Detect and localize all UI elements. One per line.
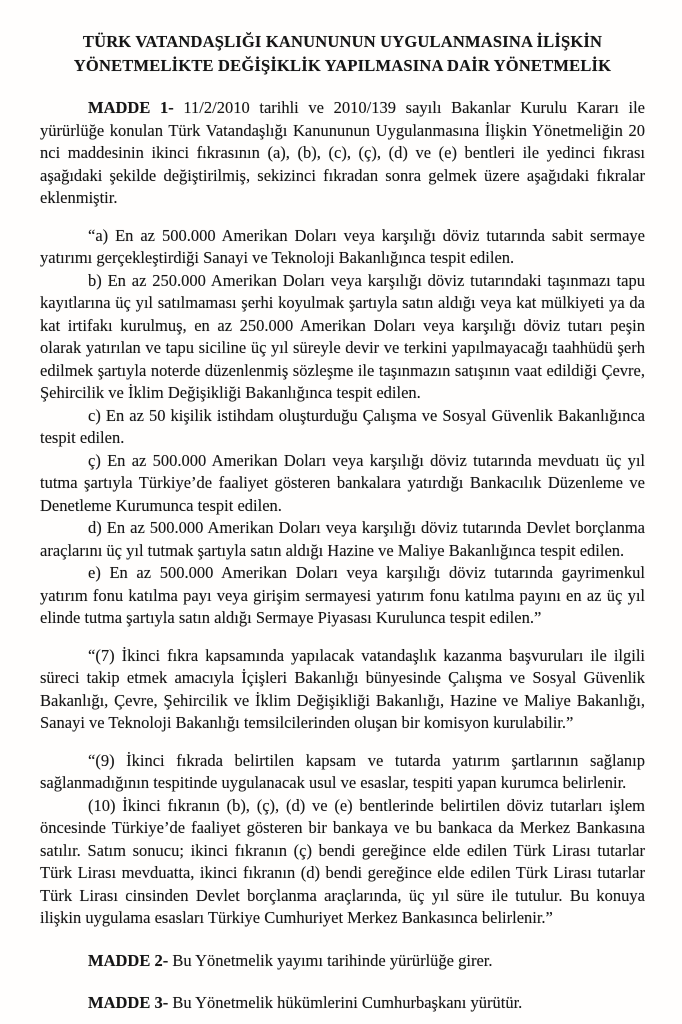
clause-b [40, 270, 645, 405]
document-title [40, 30, 645, 78]
clause-c [40, 405, 645, 450]
clause-cedilla-c [40, 450, 645, 518]
clause-9-text: “(9) İkinci fıkrada belirtilen kapsam ve tutarda yatırım şartlarının sağlanıp sağlanmadığının tespitinde uygulanacak usul ve esaslar, tespiti yapan kurumca belirlenir. [40, 750, 645, 792]
clause-a [40, 225, 645, 270]
clause-b-text: b) En az 250.000 Amerikan Doları veya karşılığı döviz tutarındaki taşınmazı tapu kayıtlarına üç yıl satılmaması şerhi koyulmak şartıyla satın aldığı veya kat mülkiyeti ya da kat irtifakı kurulmuş, en az 250.000 Amerikan Doları veya karşılığı döviz tutarı peşin olarak yatırılan ve tapu siciline üç yıl süreyle devir ve terkini yapılmayacağı taahhüdü şerh edilmek şartıyla noterde düzenlenmiş sözleşme ile taşınmazın satışının vaat edildiği Çevre, Şehircilik ve İklim Değişikliği Bakanlığınca tespit edilen. [40, 270, 645, 402]
clause-d [40, 517, 645, 562]
clause-10 [40, 795, 645, 930]
document-title-line-1: TÜRK VATANDAŞLIĞI KANUNUNUN UYGULANMASINA İLİŞKİN [82, 32, 603, 51]
madde-3-label: MADDE 3- [88, 993, 169, 1012]
document-title-line-2: YÖNETMELİKTE DEĞİŞİKLİK YAPILMASINA DAİR YÖNETMELİK [73, 56, 612, 75]
clause-9 [40, 750, 645, 795]
paragraph-madde-1 [40, 97, 645, 210]
madde-2-label: MADDE 2- [88, 950, 169, 970]
clause-c-text: c) En az 50 kişilik istihdam oluşturduğu Çalışma ve Sosyal Güvenlik Bakanlığınca tespit edilen. [40, 405, 645, 447]
clause-10-text: (10) İkinci fıkranın (b), (ç), (d) ve (e) bentlerinde belirtilen döviz tutarları işlem öncesinde Türkiye’de faaliyet gösteren bir bankaya ve bu bankaca da Merkez Bankasına satılır. Satım sonucu; ikinci fıkranın (ç) bendi gereğince elde edilen Türk Lirası tutarlar Türk Lirası mevduatta, ikinci fıkranın (d) bendi gereğince elde edilen Türk Lirası tutarlar Türk Lirası cinsinden Devlet borçlanma araçlarında, üç yıl süre ile tutulur. Bu konuya ilişkin uygulama esasları Türkiye Cumhuriyet Merkez Bankasınca belirlenir.” [40, 795, 645, 927]
madde-2-text: Bu Yönetmelik yayımı tarihinde yürürlüğe girer. [168, 950, 493, 970]
clause-e [40, 562, 645, 630]
madde-1-text: 11/2/2010 tarihli ve 2010/139 sayılı Bakanlar Kurulu Kararı ile yürürlüğe konulan Türk Vatandaşlığı Kanununun Uygulanmasına İlişkin Yönetmeliğin 20 nci maddesinin ikinci fıkrasının (a), (b), (c), (ç), (d) ve (e) bentleri ile yedinci fıkrası aşağıdaki şekilde değiştirilmiş, sekizinci fıkradan sonra gelmek üzere aşağıdaki fıkralar eklenmiştir. [40, 98, 645, 207]
paragraph-madde-2 [40, 950, 645, 973]
clause-7-text: “(7) İkinci fıkra kapsamında yapılacak vatandaşlık kazanma başvuruları ile ilgili süreci takip etmek amacıyla İçişleri Bakanlığı bünyesinde Çalışma ve Sosyal Güvenlik Bakanlığı, Çevre, Şehircilik ve İklim Değişikliği Bakanlığı, Hazine ve Maliye Bakanlığı, Sanayi ve Teknoloji Bakanlığı temsilcilerinden oluşan bir komisyon kurulabilir.” [40, 645, 645, 732]
paragraph-madde-3 [40, 992, 645, 1015]
clause-7 [40, 645, 645, 735]
madde-3-text: Bu Yönetmelik hükümlerini Cumhurbaşkanı yürütür. [168, 993, 523, 1012]
clause-a-text: “a) En az 500.000 Amerikan Doları veya karşılığı döviz tutarında sabit sermaye yatırımı gerçekleştirdiği Sanayi ve Teknoloji Bakanlığınca tespit edilen. [40, 225, 645, 267]
clause-e-text: e) En az 500.000 Amerikan Doları veya karşılığı döviz tutarında gayrimenkul yatırım fonu katılma payı veya girişim sermayesi yatırım fonu katılma payını en az üç yıl elinde tutma şartıyla satın aldığı Sermaye Piyasası Kurulunca tespit edilen.” [40, 563, 645, 627]
clause-d-text: d) En az 500.000 Amerikan Doları veya karşılığı döviz tutarında Devlet borçlanma araçlarını üç yıl tutmak şartıyla satın aldığı Hazine ve Maliye Bakanlığınca tespit edilen. [40, 518, 645, 560]
clause-cedilla-c-text: ç) En az 500.000 Amerikan Doları veya karşılığı döviz tutarında mevduatı üç yıl tutma şartıyla Türkiye’de faaliyet gösteren bankalara yatırdığı Bankacılık Düzenleme ve Denetleme Kurumunca tespit edilen. [40, 450, 645, 515]
madde-1-label: MADDE 1- [88, 98, 174, 117]
